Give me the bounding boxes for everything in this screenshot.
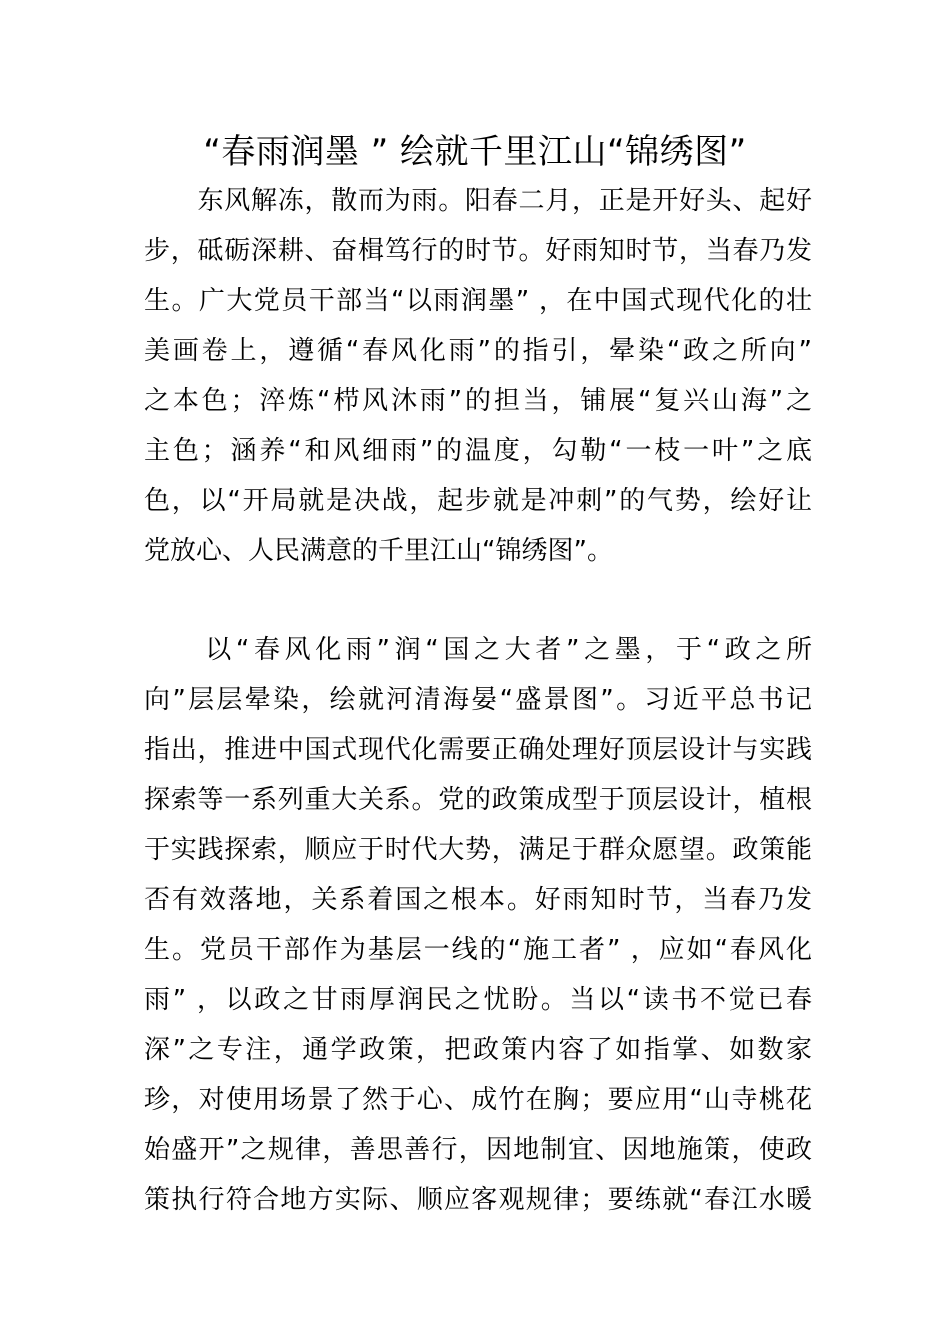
text-line: 党放心、人民满意的千里江山“锦绣图”。 — [144, 536, 613, 566]
text-line: 之本色；淬炼“栉风沐雨”的担当，铺展“复兴山海”之 — [144, 386, 812, 416]
text-line: 珍，对使用场景了然于心、成竹在胸；要应用“山寺桃花 — [144, 1085, 812, 1115]
text-line: 色，以“开局就是决战，起步就是冲刺”的气势，绘好让 — [144, 486, 812, 516]
text-line: 雨” ，以政之甘雨厚润民之忧盼。当以“读书不觉已春 — [144, 985, 812, 1015]
text-line: 东风解冻，散而为雨。阳春二月，正是开好头、起好 — [144, 186, 812, 216]
article-title: “春雨润墨 ” 绘就千里江山“锦绣图” — [203, 132, 747, 172]
text-line: 主色；涵养“和风细雨”的温度，勾勒“一枝一叶”之底 — [144, 436, 812, 466]
text-line: 以“春风化雨”润“国之大者”之墨，于“政之所 — [144, 635, 812, 665]
text-line: 探索等一系列重大关系。党的政策成型于顶层设计，植根 — [144, 785, 812, 815]
paragraph-2 — [144, 625, 812, 1225]
text-line: 策执行符合地方实际、顺应客观规律；要练就“春江水暖 — [144, 1185, 812, 1215]
text-line: 始盛开”之规律，善思善行，因地制宜、因地施策，使政 — [144, 1135, 812, 1165]
text-line: 向”层层晕染，绘就河清海晏“盛景图”。习近平总书记 — [144, 685, 812, 715]
text-line: 生。广大党员干部当“以雨润墨” ，在中国式现代化的壮 — [144, 286, 812, 316]
paragraph-1 — [144, 176, 812, 576]
text-line: 否有效落地，关系着国之根本。好雨知时节，当春乃发 — [144, 885, 812, 915]
text-line: 美画卷上，遵循“春风化雨”的指引，晕染“政之所向” — [144, 336, 812, 366]
text-line: 深”之专注，通学政策，把政策内容了如指掌、如数家 — [144, 1035, 812, 1065]
text-line: 于实践探索，顺应于时代大势，满足于群众愿望。政策能 — [144, 835, 812, 865]
text-line: 生。党员干部作为基层一线的“施工者” ，应如“春风化 — [144, 935, 812, 965]
text-line: 步，砥砺深耕、奋楫笃行的时节。好雨知时节，当春乃发 — [144, 236, 812, 266]
text-line: 指出，推进中国式现代化需要正确处理好顶层设计与实践 — [144, 735, 812, 765]
